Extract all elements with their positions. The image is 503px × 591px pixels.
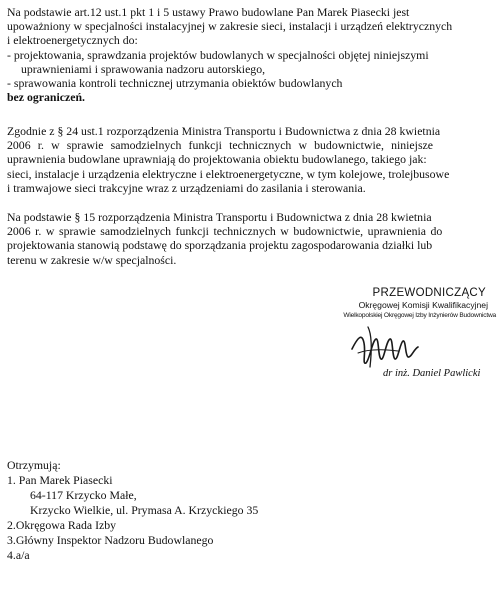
paragraph-line: uprawnienia budowlane uprawniają do projektowania obiektu budowlanego, takiego jak:: [7, 152, 427, 167]
scope-emphasis: bez ograniczeń.: [7, 90, 85, 105]
stamp-commission: Okręgowej Komisji Kwalifikacyjnej: [358, 300, 488, 310]
paragraph-line: Zgodnie z § 24 ust.1 rozporządzenia Ministra Transportu i Budownictwa z dnia 28 kwietnia: [7, 124, 441, 138]
paragraph-line: - sprawowania kontroli technicznej utrzymania obiektów budowlanych: [7, 76, 343, 91]
list-item: 3.Główny Inspektor Nadzoru Budowlanego: [7, 533, 214, 547]
paragraph-line: projektowania stanowią podstawę do sporządzania projektu zagospodarowania działki lub: [7, 238, 433, 253]
paragraph-line: i elektroenergetycznych do:: [7, 33, 138, 48]
list-item: Krzycko Wielkie, ul. Prymasa A. Krzyckiego 35: [30, 503, 259, 517]
signature-block: [320, 287, 500, 379]
paragraph-line: uprawnieniami i sprawowania nadzoru autorskiego,: [21, 61, 266, 76]
list-item: 2.Okręgowa Rada Izby: [7, 518, 117, 532]
list-item: 64-117 Krzycko Małe,: [30, 488, 137, 502]
paragraph-line: upoważniony w specjalności instalacyjnej w zakresie sieci, instalacji i urządzeń elektrycznych: [7, 19, 453, 34]
paragraph-line: Na podstawie art.12 ust.1 pkt 1 i 5 ustawy Prawo budowlane Pan Marek Piasecki jest: [7, 5, 410, 19]
signer-name: dr inż. Daniel Pawlicki: [383, 368, 481, 379]
recipients-list: [7, 458, 487, 563]
paragraph-line: - projektowania, sprawdzania projektów budowlanych w specjalności objętej niniejszymi: [7, 47, 429, 62]
paragraph-line: 2006 r. w sprawie samodzielnych funkcji technicznych w budownictwie, niniejsze: [7, 138, 434, 153]
list-item: 1. Pan Marek Piasecki: [7, 473, 113, 487]
stamp-chamber: Wielkopolskiej Okręgowej Izby Inżynierów Budownictwa: [343, 312, 496, 319]
authorization-paragraph: [7, 5, 493, 104]
list-item: 4.a/a: [7, 548, 30, 562]
stamp-title: PRZEWODNICZĄCY: [372, 287, 486, 299]
regulation-paragraph-15: [7, 210, 493, 267]
paragraph-line: 2006 r. w sprawie samodzielnych funkcji technicznych w budownictwie, uprawnienia do: [7, 224, 443, 239]
paragraph-line: terenu w zakresie w/w specjalności.: [7, 252, 177, 267]
paragraph-line: sieci, instalacje i urządzenia elektryczne i elektroenergetyczne, w tym kolejowe, trolejbusowe: [7, 166, 450, 181]
paragraph-line: i tramwajowe sieci trakcyjne wraz z urządzeniami do zasilania i sterowania.: [7, 180, 366, 195]
paragraph-line: Na podstawie § 15 rozporządzenia Ministra Transportu i Budownictwa z dnia 28 kwietnia: [7, 210, 432, 224]
regulation-paragraph-24: [7, 124, 493, 195]
recipients-heading: Otrzymują:: [7, 458, 61, 472]
